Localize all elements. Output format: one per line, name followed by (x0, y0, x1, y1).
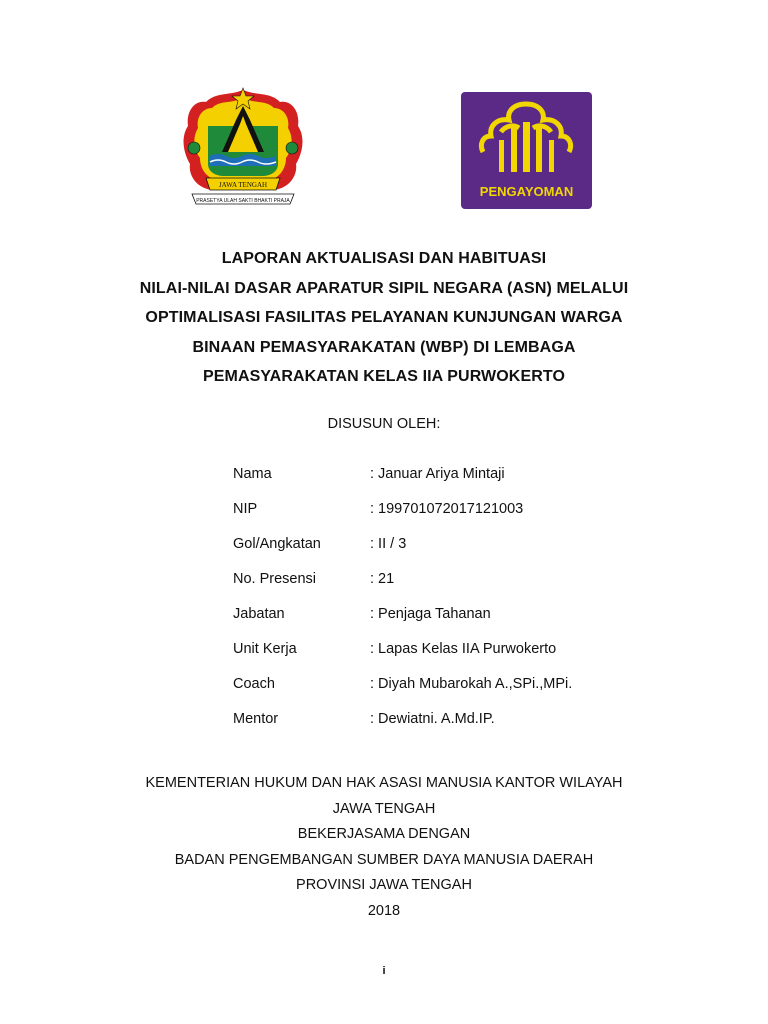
info-label: No. Presensi (233, 571, 317, 587)
report-title (60, 244, 708, 392)
info-row-gol-angkatan (233, 536, 653, 571)
info-value: : Dewiatni. A.Md.IP. (370, 711, 495, 727)
info-value: : 21 (370, 571, 395, 587)
footer-line: KEMENTERIAN HUKUM DAN HAK ASASI MANUSIA KANTOR WILAYAH (145, 775, 623, 791)
info-value: : II / 3 (370, 536, 407, 552)
title-line: PEMASYARAKATAN KELAS IIA PURWOKERTO (202, 368, 566, 385)
info-value: : Diyah Mubarokah A.,SPi.,MPi. (370, 676, 573, 692)
jawa-tengah-motto-text: PRASETYA ULAH SAKTI BHAKTI PRAJA (196, 198, 290, 204)
info-value: : Penjaga Tahanan (370, 606, 491, 622)
jawa-tengah-banner-text: JAWA TENGAH (218, 181, 268, 189)
info-label: Jabatan (233, 606, 285, 622)
info-label: NIP (233, 501, 258, 517)
info-label: Nama (233, 466, 272, 482)
title-line: LAPORAN AKTUALISASI DAN HABITUASI (221, 250, 547, 267)
author-info-table (233, 466, 653, 746)
footer-line: BEKERJASAMA DENGAN (297, 826, 471, 842)
footer-year: 2018 (367, 902, 401, 919)
jawa-tengah-logo (178, 86, 308, 208)
page-number: i (382, 965, 386, 977)
footer-line: BADAN PENGEMBANGAN SUMBER DAYA MANUSIA DAERAH (174, 851, 594, 868)
info-row-jabatan (233, 606, 653, 641)
author-heading: DISUSUN OLEH: (327, 416, 441, 432)
title-line: NILAI-NILAI DASAR APARATUR SIPIL NEGARA (ASN) MELALUI (139, 279, 629, 297)
info-row-no-presensi (233, 571, 653, 606)
info-row-mentor (233, 711, 653, 746)
info-row-nama (233, 466, 653, 501)
info-value: : Lapas Kelas IIA Purwokerto (370, 641, 557, 657)
pengayoman-label: PENGAYOMAN (479, 184, 574, 199)
info-row-unit-kerja (233, 641, 653, 676)
info-value: : Januar Ariya Mintaji (370, 466, 505, 482)
title-line: OPTIMALISASI FASILITAS PELAYANAN KUNJUNGAN WARGA (145, 309, 623, 326)
footer-line: PROVINSI JAWA TENGAH (296, 877, 472, 893)
pengayoman-logo (461, 92, 592, 209)
institution-footer (40, 771, 728, 924)
info-label: Gol/Angkatan (233, 536, 321, 552)
info-row-nip (233, 501, 653, 536)
info-row-coach (233, 676, 653, 711)
title-line: BINAAN PEMASYARAKATAN (WBP) DI LEMBAGA (192, 338, 576, 356)
info-label: Coach (233, 676, 275, 692)
footer-line: JAWA TENGAH (332, 800, 436, 817)
info-label: Mentor (233, 711, 279, 727)
info-label: Unit Kerja (233, 641, 297, 657)
info-value: : 199701072017121003 (370, 501, 524, 517)
